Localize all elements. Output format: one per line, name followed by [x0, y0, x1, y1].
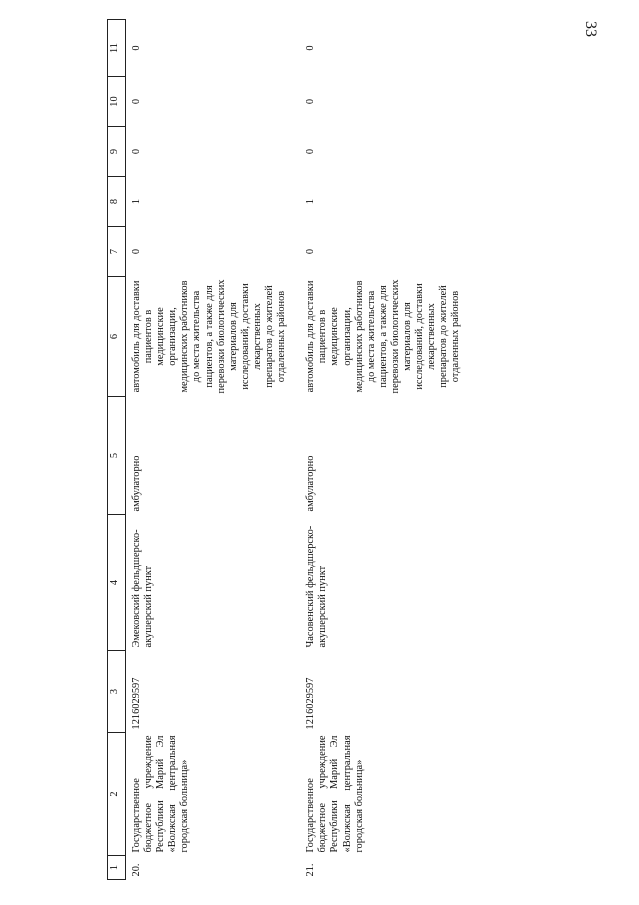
- organization-name: Государственное бюджетное учреждение Республики Марий Эл «Волжская центральная городская больница»: [305, 735, 365, 853]
- row-number: 21.: [305, 863, 317, 877]
- col-header-10: 10: [108, 77, 126, 127]
- page-number: 33: [582, 21, 599, 37]
- row-number: 20.: [131, 863, 142, 877]
- col-header-5: 5: [108, 397, 126, 515]
- value-col-11: 0: [305, 45, 317, 51]
- value-col-8: 1: [131, 198, 142, 205]
- inn: 1216029597: [131, 677, 142, 730]
- col-header-1: 1: [108, 856, 126, 880]
- unit-name: Эмековский фельдшерско-акушерский пункт: [131, 529, 155, 648]
- data-table: [107, 19, 464, 880]
- value-col-10: 0: [305, 98, 317, 105]
- col-header-9: 9: [108, 127, 126, 177]
- value-col-11: 0: [131, 45, 142, 51]
- value-col-7: 0: [305, 248, 317, 255]
- vehicle-purpose: автомобиль для доставки пациентов в медицинские организации, медицинских работников до места жительства пациентов, а также для перевозки биологических материалов для исследований, доставки лекарственных препаратов до жителей отдаленных районов: [131, 279, 288, 394]
- unit-name: Часовенский фельдшерско-акушерский пункт: [305, 525, 329, 648]
- value-col-7: 0: [131, 248, 142, 255]
- organization-name: Государственное бюджетное учреждение Республики Марий Эл «Волжская центральная городская больница»: [131, 735, 191, 853]
- table-row: [300, 20, 464, 880]
- col-header-8: 8: [108, 177, 126, 227]
- col-header-7: 7: [108, 227, 126, 277]
- col-header-3: 3: [108, 651, 126, 733]
- vehicle-purpose: автомобиль для доставки пациентов в медицинские организации, медицинских работников до места жительства пациентов, а также для перевозки биологических материалов для исследований, доставки лекарственных препаратов до жителей отдаленных районов: [305, 279, 462, 394]
- care-mode: амбулаторно: [305, 455, 317, 512]
- value-col-8: 1: [305, 198, 317, 205]
- col-header-6: 6: [108, 277, 126, 397]
- inn: 1216029597: [305, 677, 317, 730]
- table-row: [126, 20, 291, 880]
- header-row: [108, 20, 126, 880]
- value-col-9: 0: [305, 148, 317, 155]
- col-header-11: 11: [108, 20, 126, 77]
- care-mode: амбулаторно: [131, 455, 142, 512]
- col-header-2: 2: [108, 733, 126, 856]
- value-col-10: 0: [131, 98, 142, 105]
- col-header-4: 4: [108, 515, 126, 651]
- value-col-9: 0: [131, 148, 142, 155]
- row-gap: [290, 20, 300, 880]
